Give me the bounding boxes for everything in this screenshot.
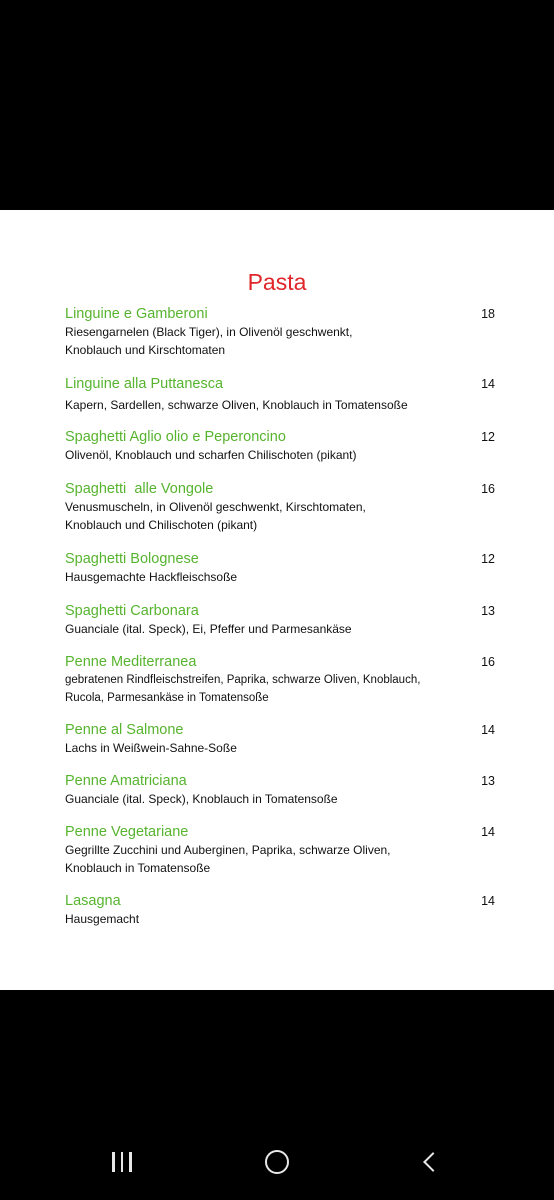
dish-price: 14	[481, 377, 495, 391]
dish-description: Kapern, Sardellen, schwarze Oliven, Knoblauch in Tomatensoße	[65, 398, 408, 412]
dish-description: Venusmuscheln, in Olivenöl geschwenkt, Kirschtomaten, Knoblauch und Chilischoten (pikant)	[65, 500, 366, 532]
dish-name: Linguine alla Puttanesca	[65, 376, 224, 392]
dish-name: Penne Vegetariane	[65, 824, 189, 840]
dish-name: Penne Mediterranea	[65, 654, 197, 670]
menu-item	[65, 375, 495, 414]
dish-description: Riesengarnelen (Black Tiger), in Olivenöl geschwenkt, Knoblauch und Kirschtomaten	[65, 325, 353, 357]
menu-item	[65, 772, 495, 808]
menu-page	[0, 210, 554, 990]
menu-item	[65, 550, 495, 586]
dish-description: Gegrillte Zucchini und Auberginen, Paprika, schwarze Oliven, Knoblauch in Tomatensoße	[65, 843, 391, 875]
dish-price: 14	[481, 723, 495, 737]
dish-name: Spaghetti Aglio olio e Peperoncino	[65, 429, 286, 445]
dish-name: Linguine e Gamberoni	[65, 306, 208, 322]
dish-price: 18	[481, 307, 495, 321]
dish-description: Guanciale (ital. Speck), Ei, Pfeffer und Parmesankäse	[65, 622, 352, 636]
menu-item	[65, 892, 495, 928]
home-icon	[265, 1150, 289, 1174]
dish-name: Spaghetti Carbonara	[65, 603, 199, 619]
dish-name: Lasagna	[65, 893, 121, 909]
dish-price: 12	[481, 552, 495, 566]
menu-item	[65, 305, 495, 359]
menu-item	[65, 428, 495, 464]
dish-price: 16	[481, 655, 495, 669]
dish-description: Hausgemachte Hackfleischsoße	[65, 570, 238, 584]
dish-price: 14	[481, 825, 495, 839]
dish-name: Spaghetti alle Vongole	[65, 481, 214, 497]
dish-price: 13	[481, 774, 495, 788]
recents-button[interactable]	[102, 1145, 142, 1179]
dish-price: 16	[481, 482, 495, 496]
status-area	[0, 0, 554, 210]
menu-title: Pasta	[247, 269, 307, 295]
menu-item	[65, 602, 495, 638]
recents-icon	[112, 1152, 132, 1172]
dish-description: Olivenöl, Knoblauch und scharfen Chilischoten (pikant)	[65, 448, 357, 462]
menu-item	[65, 823, 495, 877]
dish-description: Hausgemacht	[65, 912, 140, 926]
back-button[interactable]	[410, 1145, 450, 1179]
menu-item	[65, 721, 495, 757]
dish-description: Lachs in Weißwein-Sahne-Soße	[65, 741, 237, 755]
dish-price: 12	[481, 430, 495, 444]
dish-name: Penne Amatriciana	[65, 773, 187, 789]
dish-name: Penne al Salmone	[65, 722, 184, 738]
dish-price: 14	[481, 894, 495, 908]
dish-price: 13	[481, 604, 495, 618]
dish-description: gebratenen Rindfleischstreifen, Paprika, schwarze Oliven, Knoblauch, Rucola, Parmesankäse in Tomatensoße	[65, 674, 421, 704]
back-icon	[423, 1152, 443, 1172]
home-button[interactable]	[257, 1145, 297, 1179]
menu-item	[65, 653, 495, 707]
dish-name: Spaghetti Bolognese	[65, 551, 199, 567]
dish-description: Guanciale (ital. Speck), Knoblauch in Tomatensoße	[65, 792, 338, 806]
menu-item	[65, 480, 495, 534]
